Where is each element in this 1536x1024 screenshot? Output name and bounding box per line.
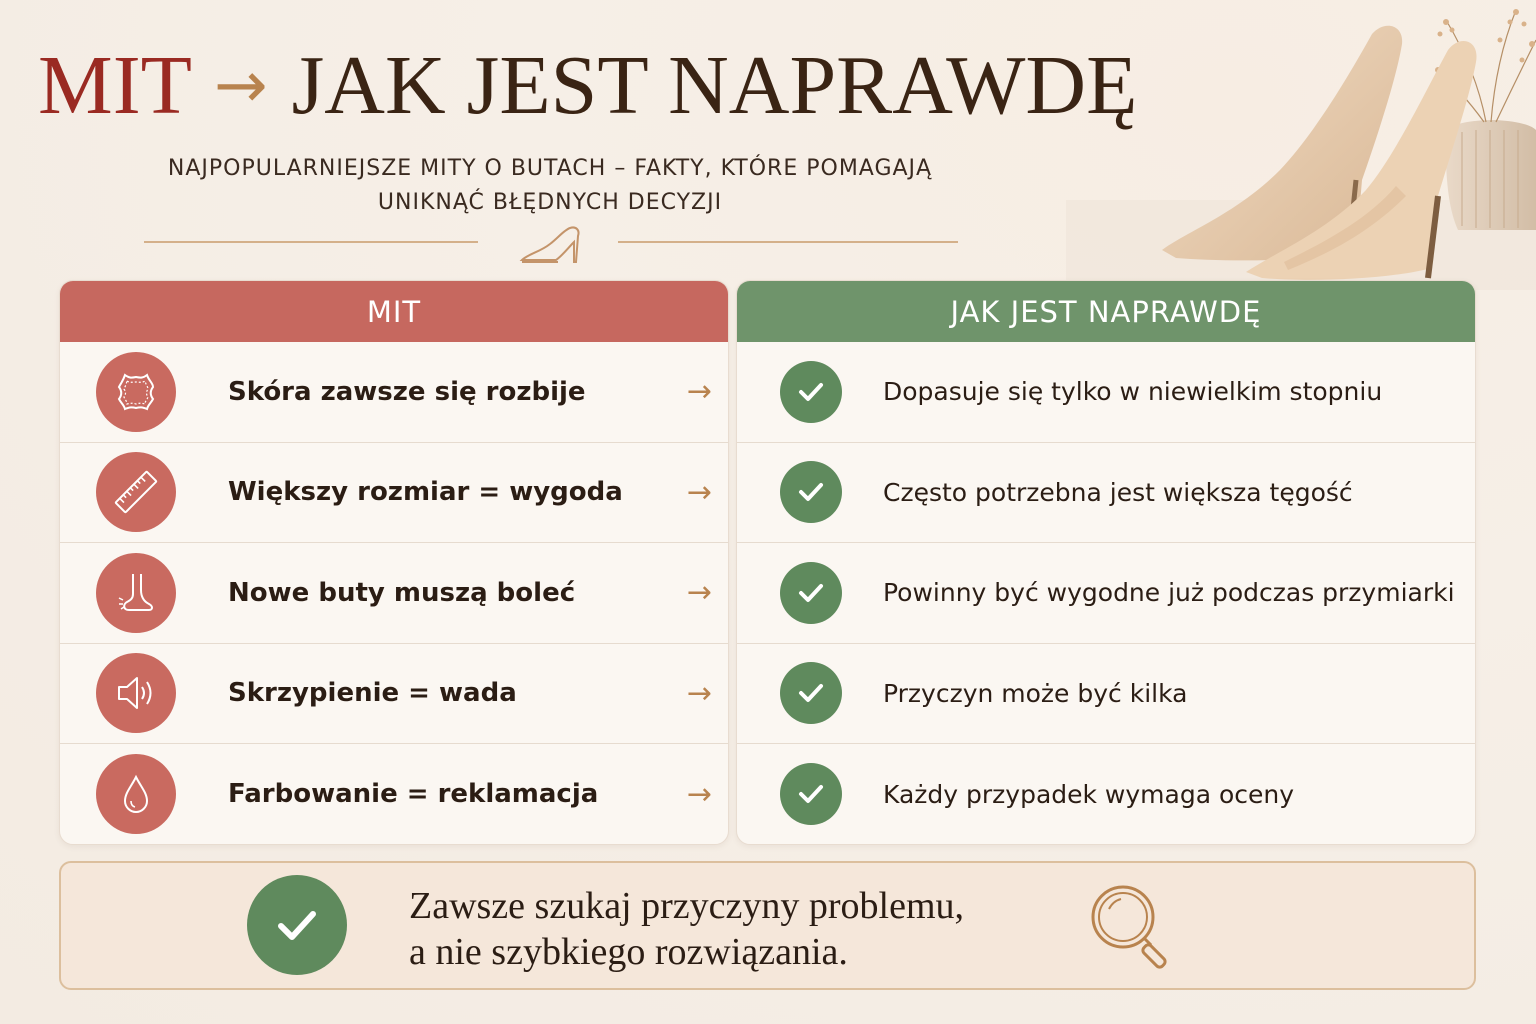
title-myth: MIT bbox=[38, 39, 192, 132]
foot-icon bbox=[96, 553, 176, 633]
ruler-icon bbox=[96, 452, 176, 532]
myth-text: Skóra zawsze się rozbije bbox=[228, 376, 586, 407]
fact-row bbox=[737, 644, 1475, 745]
title-arrow: → bbox=[213, 49, 268, 123]
shoe-outline-icon bbox=[518, 224, 584, 266]
divider-right bbox=[618, 241, 958, 243]
check-icon bbox=[247, 875, 347, 975]
summary-line-2: a nie szybkiego rozwiązania. bbox=[409, 931, 848, 973]
subtitle-line-2: UNIKNĄĆ BŁĘDNYCH DECYZJI bbox=[377, 190, 723, 215]
speaker-sound-icon bbox=[96, 653, 176, 733]
fact-header: JAK JEST NAPRAWDĘ bbox=[737, 281, 1475, 342]
fact-row bbox=[737, 443, 1475, 544]
summary-line-1: Zawsze szukaj przyczyny problemu, bbox=[409, 885, 965, 927]
fact-column bbox=[736, 280, 1476, 845]
divider-left bbox=[144, 241, 478, 243]
arrow-icon: → bbox=[686, 675, 712, 711]
myth-row bbox=[60, 443, 728, 544]
check-icon bbox=[780, 562, 842, 624]
fact-row bbox=[737, 744, 1475, 845]
fact-text: Każdy przypadek wymaga oceny bbox=[883, 779, 1295, 809]
summary-text bbox=[409, 883, 964, 975]
arrow-icon: → bbox=[686, 776, 712, 812]
myth-row bbox=[60, 543, 728, 644]
myth-text: Nowe buty muszą boleć bbox=[228, 577, 576, 608]
beige-heels-photo bbox=[1066, 0, 1536, 290]
page-title bbox=[38, 39, 1138, 132]
myth-row bbox=[60, 644, 728, 745]
arrow-icon: → bbox=[686, 374, 712, 410]
check-icon bbox=[780, 461, 842, 523]
myth-text: Skrzypienie = wada bbox=[228, 678, 517, 709]
myth-header: MIT bbox=[60, 281, 728, 342]
water-drop-icon bbox=[96, 754, 176, 834]
check-icon bbox=[780, 361, 842, 423]
arrow-icon: → bbox=[686, 575, 712, 611]
myth-text: Farbowanie = reklamacja bbox=[228, 779, 599, 810]
fact-text: Dopasuje się tylko w niewielkim stopniu bbox=[883, 377, 1383, 407]
myth-row bbox=[60, 342, 728, 443]
myth-column bbox=[59, 280, 729, 845]
summary-banner bbox=[59, 861, 1476, 990]
fact-text: Przyczyn może być kilka bbox=[883, 678, 1188, 708]
arrow-icon: → bbox=[686, 474, 712, 510]
fact-row bbox=[737, 342, 1475, 443]
magnifier-icon bbox=[1083, 877, 1183, 977]
subtitle bbox=[130, 152, 970, 220]
myth-row bbox=[60, 744, 728, 845]
fact-text: Powinny być wygodne już podczas przymiarki bbox=[883, 578, 1455, 608]
subtitle-line-1: NAJPOPULARNIEJSZE MITY O BUTACH – FAKTY, KTÓRE POMAGAJĄ bbox=[167, 156, 933, 181]
myth-text: Większy rozmiar = wygoda bbox=[228, 477, 623, 508]
leather-hide-icon bbox=[96, 352, 176, 432]
check-icon bbox=[780, 662, 842, 724]
title-reality: JAK JEST NAPRAWDĘ bbox=[291, 39, 1138, 132]
fact-text: Często potrzebna jest większa tęgość bbox=[883, 477, 1353, 507]
check-icon bbox=[780, 763, 842, 825]
fact-row bbox=[737, 543, 1475, 644]
